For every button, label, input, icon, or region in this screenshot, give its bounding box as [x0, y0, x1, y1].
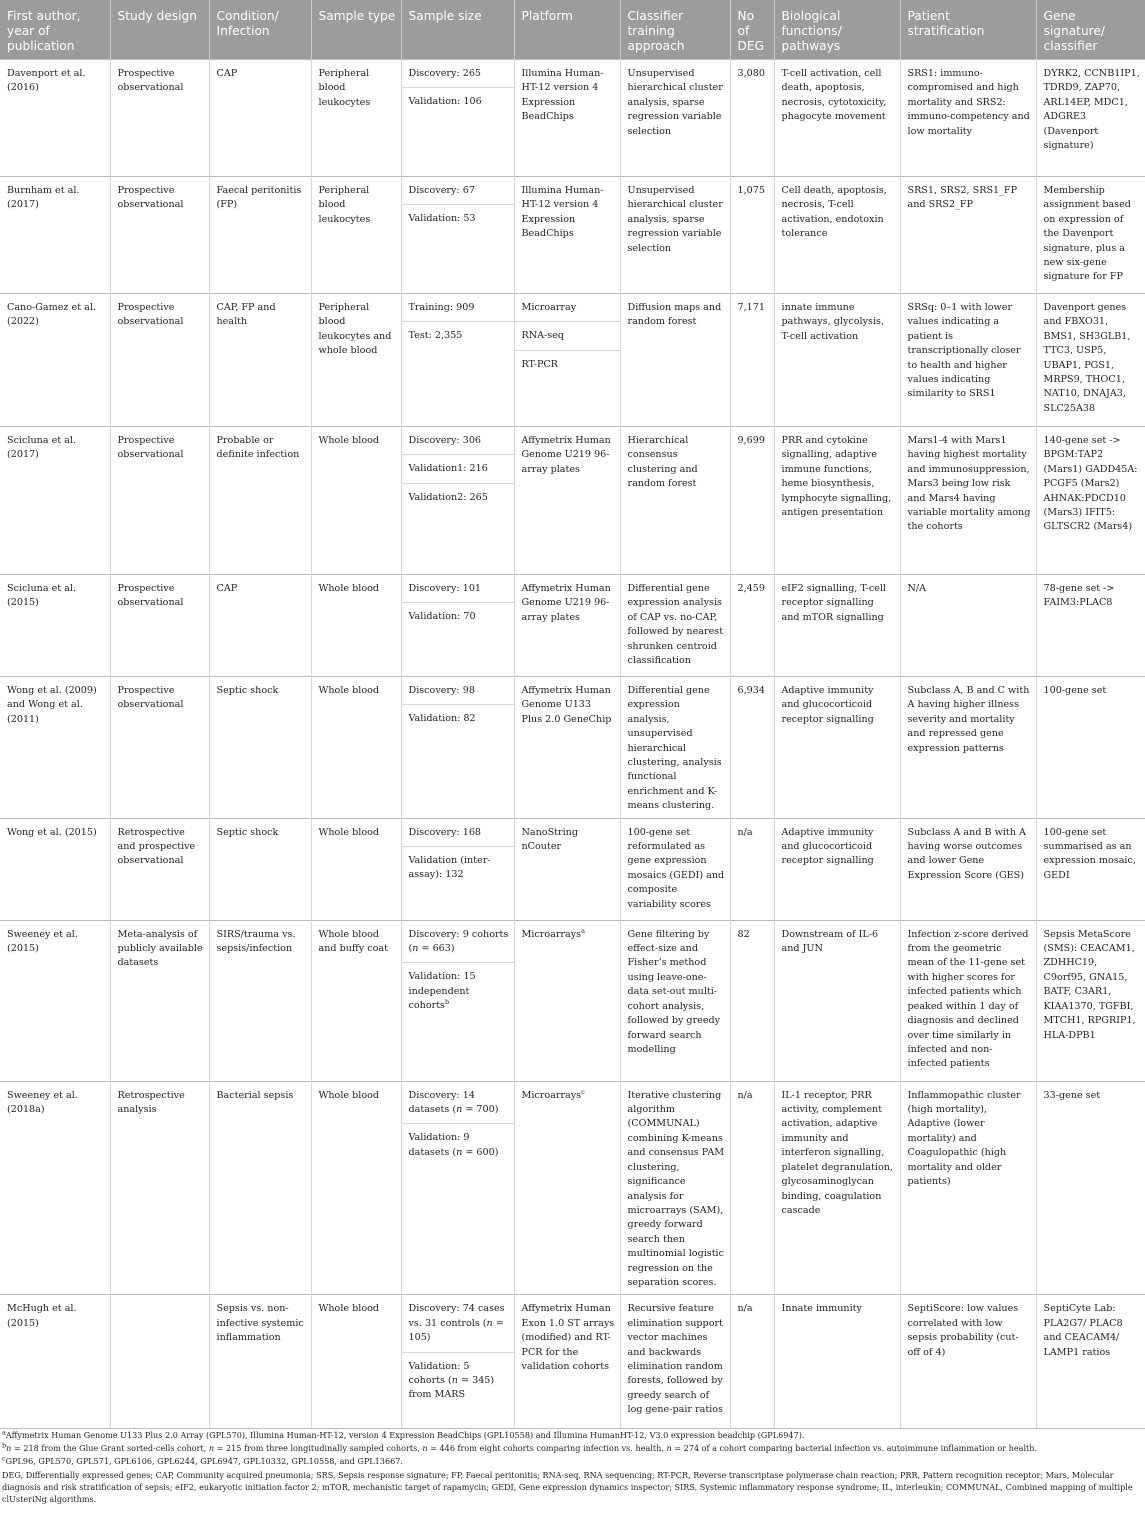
- sample-size-text: Discovery: 74 cases vs. 31 controls (: [408, 1303, 505, 1329]
- table-row: [0, 920, 1145, 1081]
- cell-approach: Unsupervised hierarchical cluster analysis, sparse regression variable selection: [620, 60, 730, 177]
- cell-sample-size: [401, 60, 514, 177]
- header-sample-size: Sample size: [401, 0, 514, 60]
- footnote-marker: c: [2, 1454, 6, 1463]
- cell-sample-type: Whole blood: [311, 677, 401, 819]
- sample-size-training: Training: 909: [408, 302, 475, 313]
- cell-design: [110, 1295, 209, 1429]
- cell-author: Wong et al. (2009) and Wong et al. (2011): [0, 677, 110, 819]
- cell-functions: T-cell activation, cell death, apoptosis, necrosis, cytotoxicity, phagocyte movement: [774, 60, 900, 177]
- cell-stratification: Subclass A and B with A having worse outcomes and lower Gene Expression Score (GES): [900, 818, 1036, 920]
- footnote-text: = 215 from three longitudinally sampled cohorts,: [214, 1443, 423, 1454]
- cell-stratification: Subclass A, B and C with A having higher illness severity and mortality and repressed gene expression patterns: [900, 677, 1036, 819]
- cell-deg: 82: [730, 920, 774, 1081]
- cell-condition: Faecal peritonitis (FP): [209, 177, 311, 294]
- cell-sample-type: Whole blood: [311, 575, 401, 677]
- platform-text: Microarrays: [521, 1089, 582, 1101]
- header-platform: Platform: [514, 0, 620, 60]
- cell-stratification: Inflammopathic cluster (high mortality), Adaptive (lower mortality) and Coagulopathic (high mortality and older patients): [900, 1081, 1036, 1295]
- cell-functions: Adaptive immunity and glucocorticoid receptor signalling: [774, 677, 900, 819]
- cell-author: Burnham et al. (2017): [0, 177, 110, 294]
- sample-size-n: n: [456, 1104, 463, 1116]
- cell-design: Retrospective and prospective observational: [110, 818, 209, 920]
- cell-functions: innate immune pathways, glycolysis, T-cell activation: [774, 294, 900, 427]
- cell-sample-type: Whole blood: [311, 427, 401, 575]
- sample-size-validation: Validation: 53: [402, 204, 514, 232]
- header-signature: Gene signature/ classifier: [1036, 0, 1145, 60]
- cell-functions: eIF2 signalling, T-cell receptor signalling and mTOR signalling: [774, 575, 900, 677]
- cell-approach: Unsupervised hierarchical cluster analysis, sparse regression variable selection: [620, 177, 730, 294]
- cell-signature: 100-gene set: [1036, 677, 1145, 819]
- cell-design: Prospective observational: [110, 427, 209, 575]
- cell-platform: [514, 818, 620, 920]
- sample-size-discovery: [402, 921, 514, 963]
- cell-deg: 6,934: [730, 677, 774, 819]
- platform-entry: Affymetrix Human Exon 1.0 ST arrays (modified) and RT-PCR for the validation cohorts: [521, 1303, 615, 1372]
- cell-platform: [514, 60, 620, 177]
- sample-size-n: n: [412, 943, 419, 955]
- cell-sample-size: [401, 920, 514, 1081]
- cell-stratification: SeptiScore: low values correlated with low sepsis probability (cut-off of 4): [900, 1295, 1036, 1429]
- cell-condition: Sepsis vs. non-infective systemic inflammation: [209, 1295, 311, 1429]
- cell-approach: Iterative clustering algorithm (COMMUNAL) combining K-means and consensus PAM clustering, significance analysis for microarrays (SAM), greedy forward search then multinomial logistic regression on the separation scores.: [620, 1081, 730, 1295]
- platform-entry: Illumina Human-HT-12 version 4 Expression BeadChips: [521, 185, 604, 240]
- sample-size-n: n: [456, 1146, 463, 1158]
- platform-entry: Affymetrix Human Genome U219 96-array plates: [521, 583, 611, 623]
- cell-design: Prospective observational: [110, 294, 209, 427]
- cell-deg: 2,459: [730, 575, 774, 677]
- cell-author: McHugh et al. (2015): [0, 1295, 110, 1429]
- sample-size-text: = 105): [408, 1317, 504, 1344]
- table-row: [0, 60, 1145, 177]
- cell-approach: Gene filtering by effect-size and Fisher’s method using leave-one-data set-out multi-cohort analysis, followed by greedy forward search modelling: [620, 920, 730, 1081]
- cell-sample-size: [401, 818, 514, 920]
- cell-deg: 9,699: [730, 427, 774, 575]
- cell-sample-size: [401, 677, 514, 819]
- footnote-n: n: [6, 1443, 12, 1454]
- cell-signature: Davenport genes and FBXO31, BMS1, SH3GLB1, TTC3, USP5, UBAP1, PGS1, MRPS9, THOC1, NAT10, DNAJA3, SLC25A38: [1036, 294, 1145, 427]
- cell-author: Scicluna et al. (2015): [0, 575, 110, 677]
- cell-sample-type: Peripheral blood leukocytes: [311, 177, 401, 294]
- cell-signature: 100-gene set summarised as an expression mosaic, GEDI: [1036, 818, 1145, 920]
- cell-design: Meta-analysis of publicly available datasets: [110, 920, 209, 1081]
- cell-platform: [514, 1081, 620, 1295]
- sample-size-test: Test: 2,355: [402, 321, 514, 349]
- header-design: Study design: [110, 0, 209, 60]
- header-condition: Condition/ Infection: [209, 0, 311, 60]
- footnote-c: [2, 1455, 1142, 1467]
- header-approach: Classifier training approach: [620, 0, 730, 60]
- cell-platform: [514, 1295, 620, 1429]
- cell-approach: Hierarchical consensus clustering and random forest: [620, 427, 730, 575]
- cell-approach: Differential gene expression analysis, unsupervised hierarchical clustering, analysis functional enrichment and K-means clustering.: [620, 677, 730, 819]
- platform-text: Microarrays: [521, 928, 582, 940]
- cell-deg: n/a: [730, 1295, 774, 1429]
- sample-size-validation: Validation: 70: [402, 602, 514, 630]
- sample-size-text: = 700): [462, 1104, 499, 1116]
- cell-platform: [514, 677, 620, 819]
- cell-sample-type: Whole blood: [311, 1081, 401, 1295]
- cell-approach: Recursive feature elimination support vector machines and backwards elimination random forests, followed by greedy search of log gene-pair ratios: [620, 1295, 730, 1429]
- cell-sample-type: Peripheral blood leukocytes: [311, 60, 401, 177]
- sample-size-n: n: [486, 1317, 493, 1329]
- footnote-text: = 274 of a cohort comparing bacterial infection vs. autoimmune inflammation or health.: [671, 1443, 1038, 1454]
- table-row: [0, 677, 1145, 819]
- sample-size-discovery: Discovery: 306: [408, 435, 482, 446]
- cell-signature: 33-gene set: [1036, 1081, 1145, 1295]
- cell-stratification: SRS1: immuno-compromised and high mortality and SRS2: immuno-competency and low mortality: [900, 60, 1036, 177]
- platform-entry: Affymetrix Human Genome U133 Plus 2.0 GeneChip: [521, 685, 612, 725]
- cell-author: Scicluna et al. (2017): [0, 427, 110, 575]
- footnote-marker: a: [581, 926, 585, 935]
- cell-author: Sweeney et al. (2015): [0, 920, 110, 1081]
- sample-size-validation: [402, 1352, 514, 1409]
- sample-size-n: n: [451, 1374, 458, 1386]
- cell-approach: Diffusion maps and random forest: [620, 294, 730, 427]
- cell-deg: 7,171: [730, 294, 774, 427]
- cell-condition: Septic shock: [209, 677, 311, 819]
- cell-author: Davenport et al. (2016): [0, 60, 110, 177]
- cell-deg: 1,075: [730, 177, 774, 294]
- cell-signature: 140-gene set -> BPGM:TAP2 (Mars1) GADD45A: PCGF5 (Mars2) AHNAK:PDCD10 (Mars3) IFIT5: GLTSCR2 (Mars4): [1036, 427, 1145, 575]
- cell-condition: CAP: [209, 575, 311, 677]
- cell-signature: SeptiCyte Lab: PLA2G7/ PLAC8 and CEACAM4/ LAMP1 ratios: [1036, 1295, 1145, 1429]
- cell-signature: Membership assignment based on expression of the Davenport signature, plus a new six-gene signature for FP: [1036, 177, 1145, 294]
- footnote-n: n: [208, 1443, 215, 1454]
- platform-entry: Affymetrix Human Genome U219 96-array plates: [521, 435, 611, 475]
- sample-size-text: Validation: 9 datasets (: [408, 1132, 470, 1158]
- cell-design: Prospective observational: [110, 60, 209, 177]
- cell-signature: Sepsis MetaScore (SMS): CEACAM1, ZDHHC19, C9orf95, GNA15, BATF, C3AR1, KIAA1370, TGFBI, MTCH1, RPGRIP1, HLA-DPB1: [1036, 920, 1145, 1081]
- cell-condition: Bacterial sepsis: [209, 1081, 311, 1295]
- cell-sample-size: [401, 1081, 514, 1295]
- cell-functions: Adaptive immunity and glucocorticoid receptor signalling: [774, 818, 900, 920]
- header-sample-type: Sample type: [311, 0, 401, 60]
- cell-sample-type: Whole blood: [311, 818, 401, 920]
- cell-sample-size: [401, 427, 514, 575]
- sample-size-text: = 600): [462, 1146, 499, 1158]
- cell-functions: Downstream of IL-6 and JUN: [774, 920, 900, 1081]
- cell-functions: Innate immunity: [774, 1295, 900, 1429]
- cell-design: Retrospective analysis: [110, 1081, 209, 1295]
- cell-deg: n/a: [730, 818, 774, 920]
- sample-size-discovery: Discovery: 98: [408, 685, 475, 696]
- sample-size-discovery: [402, 1295, 514, 1351]
- cell-condition: CAP, FP and health: [209, 294, 311, 427]
- footnote-a: [2, 1429, 1142, 1441]
- footnote-marker: b: [2, 1441, 7, 1450]
- cell-stratification: SRS1, SRS2, SRS1_FP and SRS2_FP: [900, 177, 1036, 294]
- sample-size-validation: Validation: 106: [402, 87, 514, 115]
- cell-stratification: Infection z-score derived from the geometric mean of the 11-gene set with higher scores for infected patients which peaked within 1 day of diagnosis and declined over time similarly in infected and non-infected patients: [900, 920, 1036, 1081]
- table-footnotes: [0, 1429, 1142, 1506]
- sample-size-validation: [402, 1123, 514, 1166]
- sample-size-discovery: Discovery: 101: [408, 583, 482, 594]
- footnote-n: n: [666, 1443, 672, 1454]
- cell-design: Prospective observational: [110, 575, 209, 677]
- header-deg: No of DEG: [730, 0, 774, 60]
- sample-size-discovery: [402, 1082, 514, 1124]
- cell-platform: [514, 294, 620, 427]
- header-stratification: Patient stratification: [900, 0, 1036, 60]
- cell-condition: Probable or definite infection: [209, 427, 311, 575]
- footnote-marker: b: [444, 998, 450, 1007]
- cell-sample-size: [401, 177, 514, 294]
- platform-entry: Illumina Human-HT-12 version 4 Expression BeadChips: [521, 68, 604, 123]
- cell-condition: SIRS/trauma vs. sepsis/infection: [209, 920, 311, 1081]
- table-row: [0, 1295, 1145, 1429]
- sample-size-text: = 345) from MARS: [408, 1374, 495, 1401]
- cell-platform: [514, 427, 620, 575]
- cell-functions: IL-1 receptor, PRR activity, complement activation, adaptive immunity and interferon signalling, platelet degranulation, glycosaminoglycan binding, coagulation cascade: [774, 1081, 900, 1295]
- cell-deg: 3,080: [730, 60, 774, 177]
- table-row: [0, 575, 1145, 677]
- footnote-text: = 218 from the Glue Grant sorted-cells cohort,: [11, 1443, 209, 1454]
- cell-stratification: N/A: [900, 575, 1036, 677]
- cell-platform: [514, 920, 620, 1081]
- table-header-row: [0, 0, 1145, 60]
- footnote-marker: c: [581, 1087, 585, 1096]
- sample-size-validation2: Validation2: 265: [402, 483, 514, 511]
- table-row: [0, 818, 1145, 920]
- cell-signature: 78-gene set -> FAIM3:PLAC8: [1036, 575, 1145, 677]
- cell-sample-type: Peripheral blood leukocytes and whole blood: [311, 294, 401, 427]
- platform-entry: RNA-seq: [515, 321, 620, 349]
- footnote-marker: a: [2, 1428, 6, 1437]
- sample-size-text: Discovery: 9 cohorts (: [408, 928, 509, 955]
- cell-sample-type: Whole blood: [311, 1295, 401, 1429]
- table-row: [0, 294, 1145, 427]
- footnote-n: n: [422, 1443, 428, 1454]
- cell-deg: n/a: [730, 1081, 774, 1295]
- footnote-abbreviations: DEG, Differentially expressed genes; CAP, Community acquired pneumonia; SRS, Sepsis response signature; FP, Faecal peritonitis; RNA-seq, RNA sequencing; RT-PCR, Reverse transcriptase polymerase chain reaction; PRR, Pattern recognition receptor; Mars, Molecular diagnosis and risk stratification of sepsis; eIF2, eukaryotic initiation factor 2; mTOR, mechanistic target of rapamycin; GEDI, Gene expression dynamics inspector; SIRS, Systemic inflammatory response syndrome; IL, interleukin; COMMUNAL, Combined mapping of multiple clUsteriNg algorithms.: [2, 1469, 1133, 1505]
- header-functions: Biological functions/ pathways: [774, 0, 900, 60]
- footnote-text: Affymetrix Human Genome U133 Plus 2.0 Array (GPL570), Illumina Human-HT-12, version 4 Expression BeadChips (GPL10558) and Illumina HumanHT-12, V3.0 expression beadchip (GPL6947).: [5, 1430, 805, 1440]
- sample-size-text: Validation: 15 independent cohorts: [408, 971, 476, 1012]
- cell-sample-size: [401, 575, 514, 677]
- sample-size-discovery: Discovery: 265: [408, 68, 482, 79]
- header-author: First author, year of publication: [0, 0, 110, 60]
- sample-size-discovery: Discovery: 67: [408, 185, 475, 196]
- footnote-b: [2, 1442, 1142, 1454]
- table-row: [0, 427, 1145, 575]
- sample-size-validation: Validation (inter-assay): 132: [402, 846, 514, 889]
- cell-sample-size: [401, 1295, 514, 1429]
- platform-entry: RT-PCR: [515, 350, 620, 378]
- cell-sample-size: [401, 294, 514, 427]
- platform-entry: Microarray: [521, 302, 577, 313]
- cell-approach: 100-gene set reformulated as gene expression mosaics (GEDI) and composite variability scores: [620, 818, 730, 920]
- footnote-text: = 446 from eight cohorts comparing infection vs. health,: [427, 1443, 667, 1454]
- cell-author: Sweeney et al. (2018a): [0, 1081, 110, 1295]
- cell-platform: [514, 575, 620, 677]
- cell-design: Prospective observational: [110, 677, 209, 819]
- platform-entry: [515, 921, 620, 948]
- sample-size-discovery: Discovery: 168: [408, 826, 482, 838]
- sample-size-text: = 663): [418, 943, 455, 955]
- cell-stratification: Mars1-4 with Mars1 having highest mortality and immunosuppression, Mars3 being low risk and Mars4 having variable mortality among the cohorts: [900, 427, 1036, 575]
- sample-size-validation: Validation: 82: [402, 704, 514, 732]
- table-row: [0, 177, 1145, 294]
- cell-author: Cano-Gamez et al. (2022): [0, 294, 110, 427]
- cell-design: Prospective observational: [110, 177, 209, 294]
- cell-platform: [514, 177, 620, 294]
- cell-functions: Cell death, apoptosis, necrosis, T-cell activation, endotoxin tolerance: [774, 177, 900, 294]
- sample-size-validation1: Validation1: 216: [402, 454, 514, 482]
- sample-size-text: Discovery: 14 datasets (: [408, 1089, 475, 1116]
- cell-stratification: SRSq: 0–1 with lower values indicating a patient is transcriptionally closer to health and higher values indicating similarity to SRS1: [900, 294, 1036, 427]
- cell-functions: PRR and cytokine signalling, adaptive immune functions, heme biosynthesis, lymphocyte signalling, antigen presentation: [774, 427, 900, 575]
- cell-condition: Septic shock: [209, 818, 311, 920]
- cell-author: Wong et al. (2015): [0, 818, 110, 920]
- footnote-text: GPL96, GPL570, GPL571, GPL6106, GPL6244, GPL6947, GPL10332, GPL10558, and GPL13667.: [5, 1456, 403, 1467]
- table-row: [0, 1081, 1145, 1295]
- cell-condition: CAP: [209, 60, 311, 177]
- cell-approach: Differential gene expression analysis of CAP vs. no-CAP, followed by nearest shrunken centroid classification: [620, 575, 730, 677]
- cell-sample-type: Whole blood and buffy coat: [311, 920, 401, 1081]
- platform-entry: NanoString nCouter: [521, 826, 578, 853]
- sample-size-validation: [402, 962, 514, 1019]
- cell-signature: DYRK2, CCNB1IP1, TDRD9, ZAP70, ARL14EP, MDC1, ADGRE3 (Davenport signature): [1036, 60, 1145, 177]
- platform-entry: [515, 1082, 620, 1109]
- sample-size-text: Validation: 5 cohorts (: [408, 1360, 470, 1386]
